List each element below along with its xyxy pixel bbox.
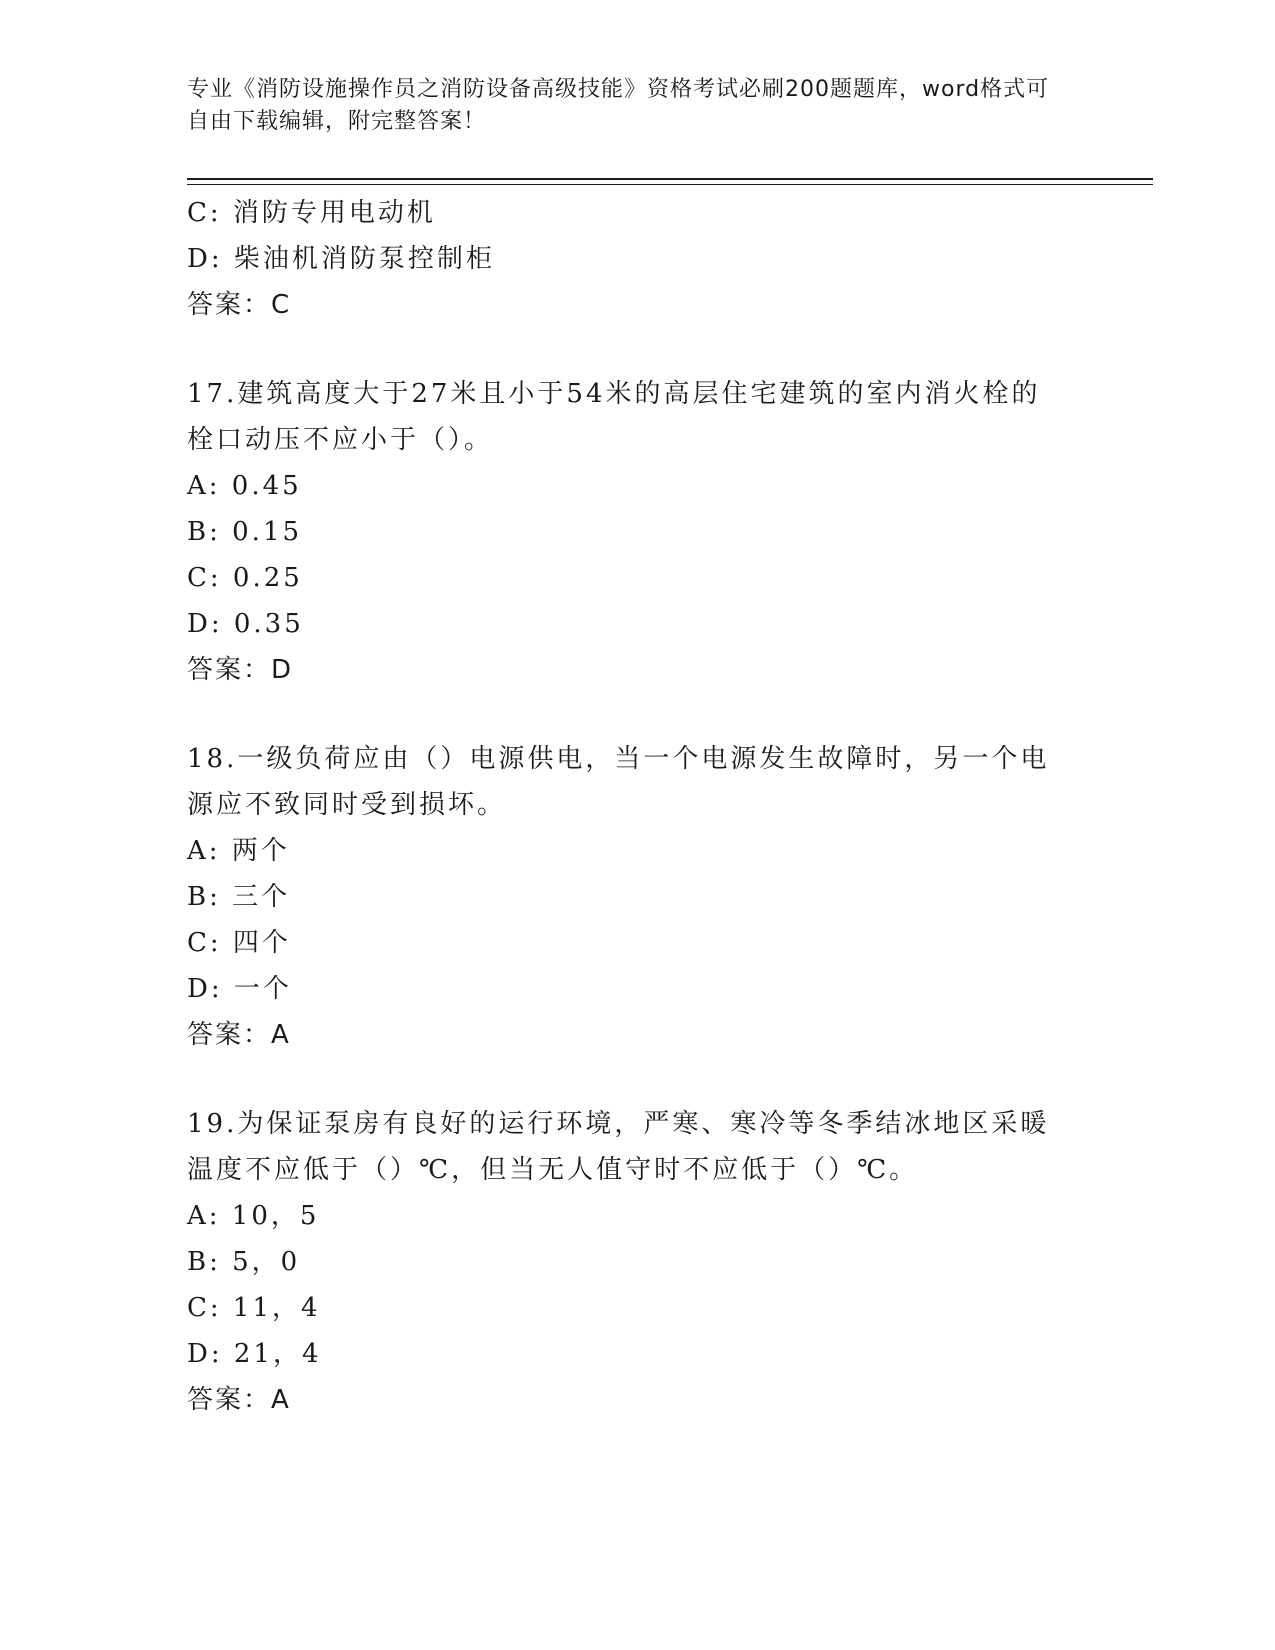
option-b: B: 三个 <box>187 882 291 912</box>
option-d: D: 0.35 <box>187 609 304 639</box>
option-c: C: 0.25 <box>187 563 303 593</box>
option-d: D: 21，4 <box>187 1339 322 1369</box>
option-c: C: 消防专用电动机 <box>187 198 436 228</box>
option-c: C: 11，4 <box>187 1293 321 1323</box>
question-17 <box>187 371 1087 693</box>
question-stem: 18.一级负荷应由（）电源供电，当一个电源发生故障时，另一个电源应不致同时受到损坏。 <box>187 744 1050 820</box>
question-continued <box>187 190 1087 328</box>
option-c: C: 四个 <box>187 928 291 958</box>
option-a: A: 10，5 <box>187 1201 320 1231</box>
spacer <box>187 693 1087 736</box>
option-b: B: 0.15 <box>187 517 303 547</box>
answer-line: 答案：A <box>187 1020 291 1050</box>
question-stem: 19.为保证泵房有良好的运行环境，严寒、寒冷等冬季结冰地区采暖温度不应低于（）℃，但当无人值守时不应低于（）℃。 <box>187 1109 1050 1185</box>
option-a: A: 0.45 <box>187 471 302 501</box>
question-18 <box>187 736 1087 1058</box>
option-d: D: 柴油机消防泵控制柜 <box>187 244 495 274</box>
option-d: D: 一个 <box>187 974 292 1004</box>
header-divider-thick <box>187 178 1153 180</box>
document-header: 专业《消防设施操作员之消防设备高级技能》资格考试必刷200题题库，word格式可自由下载编辑，附完整答案！ <box>187 77 1050 134</box>
question-19 <box>187 1101 1087 1423</box>
option-b: B: 5，0 <box>187 1247 301 1277</box>
spacer <box>187 1058 1087 1101</box>
answer-line: 答案：D <box>187 655 294 685</box>
question-list <box>187 190 1087 1423</box>
answer-line: 答案：C <box>187 290 292 320</box>
answer-line: 答案：A <box>187 1385 291 1415</box>
question-stem: 17.建筑高度大于27米且小于54米的高层住宅建筑的室内消火栓的栓口动压不应小于（）。 <box>187 379 1041 455</box>
spacer <box>187 328 1087 371</box>
option-a: A: 两个 <box>187 836 290 866</box>
header-divider-thin <box>187 184 1153 185</box>
